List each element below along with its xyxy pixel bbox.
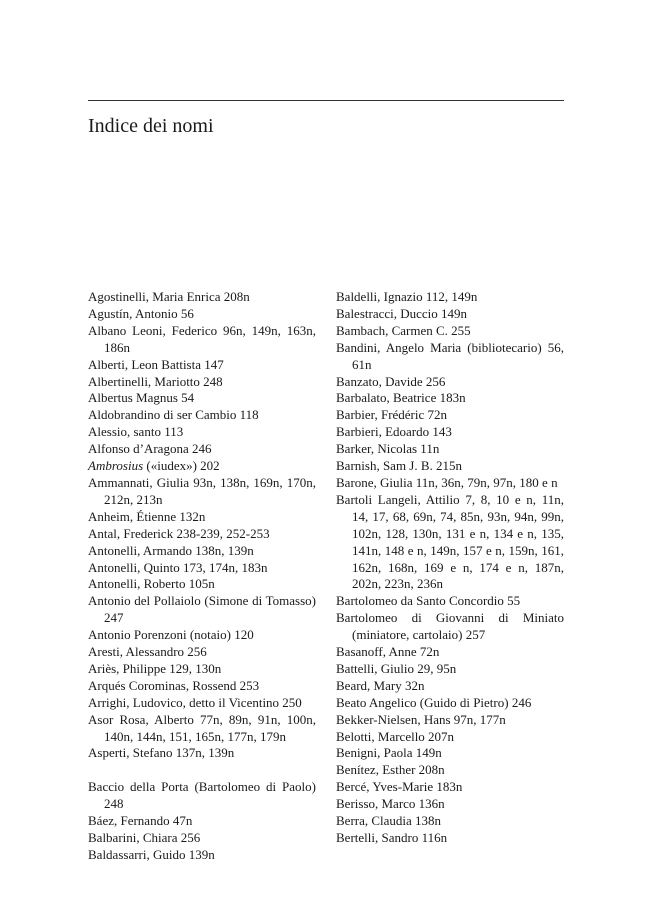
index-entry	[336, 830, 564, 847]
entry-text: Benigni, Paola 149n	[336, 745, 442, 761]
index-entry	[336, 779, 564, 796]
entry-text: Albano Leoni, Federico 96n, 149n, 163n, 186n	[88, 322, 316, 355]
entry-text: Alessio, santo 113	[88, 424, 184, 440]
entry-text: Bartoli Langeli, Attilio 7, 8, 10 e n, 11n, 14, 17, 68, 69n, 74, 85n, 93n, 94n, 99n, 102n, 128, 130n, 131 e n, 134 e n, 135, 141n, 148 e n, 149n, 157 e n, 159n, 161, 162n, 168n, 169 e n, 174 e n, 187n, 202n, 223n, 236n	[336, 491, 564, 592]
index-entry	[88, 543, 316, 560]
entry-text: Basanoff, Anne 72n	[336, 644, 440, 660]
index-entry	[88, 526, 316, 543]
header-rule	[88, 100, 564, 101]
entry-text: Beard, Mary 32n	[336, 677, 425, 693]
index-entry	[336, 323, 564, 340]
index-entry	[88, 458, 316, 475]
entry-text: Bertelli, Sandro 116n	[336, 830, 448, 845]
entry-text: Barbier, Frédéric 72n	[336, 407, 448, 423]
entry-text: Baldelli, Ignazio 112, 149n	[336, 289, 478, 304]
index-entry	[88, 576, 316, 593]
entry-text: Agustín, Antonio 56	[88, 305, 194, 321]
entry-text: Barbieri, Edoardo 143	[336, 424, 452, 440]
entry-text: Antonelli, Armando 138n, 139n	[88, 542, 254, 558]
entry-text: Agostinelli, Maria Enrica 208n	[88, 289, 250, 304]
entry-text: Antonelli, Roberto 105n	[88, 576, 215, 592]
index-entry	[336, 441, 564, 458]
index-entry	[88, 407, 316, 424]
index-entry	[88, 560, 316, 577]
entry-text: Albertinelli, Mariotto 248	[88, 373, 223, 389]
index-entry	[336, 610, 564, 644]
entry-text: Bartolomeo da Santo Concordio 55	[336, 593, 521, 609]
index-entry	[88, 712, 316, 746]
entry-text: Antonelli, Quinto 173, 174n, 183n	[88, 559, 268, 575]
page-title: Indice dei nomi	[88, 115, 214, 137]
entry-text: Balestracci, Duccio 149n	[336, 305, 468, 321]
entry-text: Antonio del Pollaiolo (Simone di Tomasso) 247	[88, 593, 316, 626]
index-entry	[88, 745, 316, 762]
entry-text: Aresti, Alessandro 256	[88, 644, 207, 660]
index-entry	[336, 492, 564, 593]
entry-text: Beato Angelico (Guido di Pietro) 246	[336, 694, 532, 710]
entry-text: Berra, Claudia 138n	[336, 813, 442, 829]
entry-text: Asor Rosa, Alberto 77n, 89n, 91n, 100n, 140n, 144n, 151, 165n, 177n, 179n	[88, 711, 316, 744]
index-entry	[336, 644, 564, 661]
index-entry	[336, 593, 564, 610]
index-entry	[336, 695, 564, 712]
index-entry	[336, 796, 564, 813]
index-entry	[88, 390, 316, 407]
entry-text: Antonio Porenzoni (notaio) 120	[88, 627, 254, 643]
index-entry	[88, 779, 316, 813]
index-entry	[88, 847, 316, 864]
index-entry	[88, 813, 316, 830]
entry-text: Benítez, Esther 208n	[336, 762, 445, 778]
entry-text: Barone, Giulia 11n, 36n, 79n, 97n, 180 e n	[336, 474, 558, 490]
index-entry	[88, 306, 316, 323]
entry-text: Banzato, Davide 256	[336, 373, 446, 389]
index-entry	[88, 509, 316, 526]
entry-text: Arrighi, Ludovico, detto il Vicentino 250	[88, 694, 302, 710]
index-column-right	[336, 289, 564, 847]
entry-text: Arqués Corominas, Rossend 253	[88, 677, 260, 693]
entry-text: («iudex») 202	[143, 458, 220, 474]
entry-text: Belotti, Marcello 207n	[336, 728, 455, 744]
index-entry	[336, 407, 564, 424]
entry-text: Alfonso d’Aragona 246	[88, 441, 212, 457]
index-entry	[336, 374, 564, 391]
index-entry	[336, 306, 564, 323]
entry-text: Báez, Fernando 47n	[88, 813, 193, 829]
letter-gap	[88, 762, 316, 779]
index-entry	[88, 374, 316, 391]
index-entry	[88, 644, 316, 661]
entry-text: Anheim, Étienne 132n	[88, 508, 206, 524]
index-entry	[336, 475, 564, 492]
index-entry	[336, 712, 564, 729]
entry-text: Bartolomeo di Giovanni di Miniato (miniatore, cartolaio) 257	[336, 610, 564, 643]
entry-text: Balbarini, Chiara 256	[88, 829, 201, 845]
entry-text: Antal, Frederick 238-239, 252-253	[88, 525, 270, 541]
index-entry	[88, 678, 316, 695]
entry-text: Barnish, Sam J. B. 215n	[336, 458, 463, 474]
index-entry	[88, 424, 316, 441]
entry-text: Barker, Nicolas 11n	[336, 441, 440, 457]
index-entry	[88, 323, 316, 357]
index-entry	[88, 695, 316, 712]
entry-text: Ammannati, Giulia 93n, 138n, 169n, 170n, 212n, 213n	[88, 474, 316, 507]
entry-text: Alberti, Leon Battista 147	[88, 356, 224, 372]
index-entry	[336, 729, 564, 746]
index-entry	[336, 678, 564, 695]
entry-text: Battelli, Giulio 29, 95n	[336, 660, 457, 676]
index-entry	[336, 340, 564, 374]
entry-name-italic: Ambrosius	[88, 458, 144, 474]
entry-text: Baccio della Porta (Bartolomeo di Paolo) 248	[88, 779, 316, 812]
index-entry	[336, 762, 564, 779]
entry-text: Barbalato, Beatrice 183n	[336, 390, 466, 406]
index-entry	[88, 627, 316, 644]
entry-text: Berisso, Marco 136n	[336, 796, 445, 812]
index-entry	[88, 661, 316, 678]
index-entry	[336, 390, 564, 407]
entry-text: Albertus Magnus 54	[88, 390, 195, 406]
index-entry	[88, 357, 316, 374]
index-entry	[336, 661, 564, 678]
index-entry	[336, 289, 564, 306]
entry-text: Aldobrandino di ser Cambio 118	[88, 407, 259, 423]
index-entry	[336, 424, 564, 441]
index-entry	[336, 458, 564, 475]
index-entry	[88, 441, 316, 458]
entry-text: Baldassarri, Guido 139n	[88, 846, 215, 862]
entry-text: Ariès, Philippe 129, 130n	[88, 660, 222, 676]
index-entry	[336, 813, 564, 830]
index-column-left	[88, 289, 316, 864]
index-entry	[336, 745, 564, 762]
entry-text: Bandini, Angelo Maria (bibliotecario) 56, 61n	[336, 339, 564, 372]
index-entry	[88, 593, 316, 627]
index-entry	[88, 289, 316, 306]
entry-text: Bambach, Carmen C. 255	[336, 322, 471, 338]
index-entry	[88, 475, 316, 509]
entry-text: Bekker-Nielsen, Hans 97n, 177n	[336, 711, 506, 727]
entry-text: Asperti, Stefano 137n, 139n	[88, 745, 235, 761]
entry-text: Bercé, Yves-Marie 183n	[336, 779, 463, 795]
index-entry	[88, 830, 316, 847]
